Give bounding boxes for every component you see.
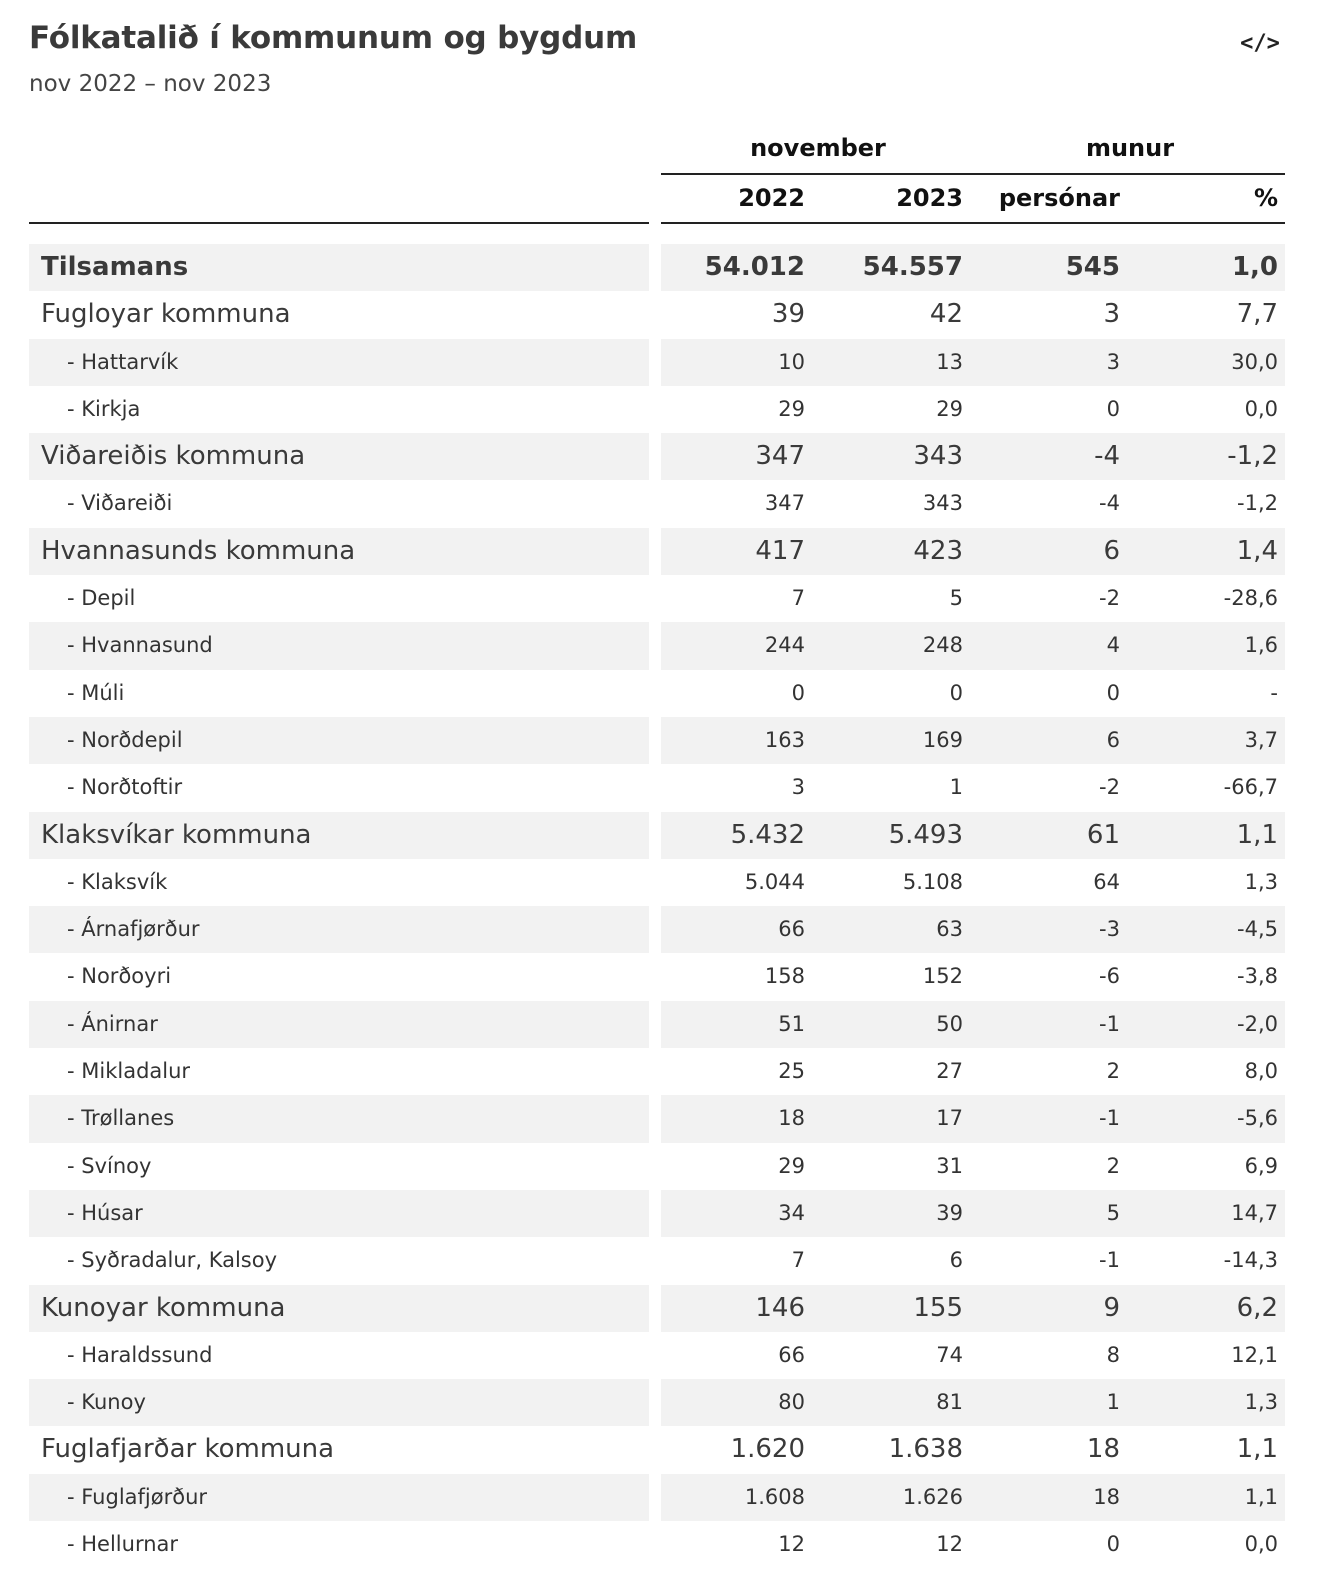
value-2022: 1.620 [730,1434,805,1465]
value-diff-persons: -3 [1099,917,1120,942]
value-2022: 12 [778,1532,805,1557]
row-name: - Haraldssund [67,1342,213,1367]
value-diff-percent: 1,1 [1244,1484,1278,1509]
value-diff-percent: 1,4 [1236,535,1278,566]
value-diff-percent: 6,2 [1236,1292,1278,1323]
value-2023: 74 [936,1342,963,1367]
table-row-total [0,244,1338,291]
header-col-2023: 2023 [896,184,963,212]
value-diff-persons: 61 [1086,819,1120,850]
value-2022: 66 [778,917,805,942]
value-diff-persons: 0 [1106,396,1120,421]
table-row-settlement [0,670,1338,717]
value-2023: 423 [913,535,963,566]
value-diff-percent: 3,7 [1244,727,1278,752]
value-diff-percent: -4,5 [1237,917,1278,942]
value-diff-persons: 64 [1093,869,1120,894]
value-2023: 81 [936,1390,963,1415]
value-2022: 158 [764,964,805,989]
page-subtitle: nov 2022 – nov 2023 [29,71,272,97]
value-diff-percent: 12,1 [1231,1342,1278,1367]
value-2022: 39 [771,299,805,330]
value-2023: 39 [936,1200,963,1225]
value-2022: 3 [791,775,805,800]
value-diff-percent: - [1270,680,1278,705]
value-2022: 0 [791,680,805,705]
value-diff-percent: -1,2 [1227,441,1278,472]
table-row-settlement [0,339,1338,386]
value-diff-percent: -2,0 [1237,1011,1278,1036]
row-name: Viðareiðis kommuna [41,441,306,472]
row-name: - Trøllanes [67,1106,175,1131]
value-2023: 54.557 [862,252,963,282]
table-row-municipality [0,1285,1338,1332]
row-name: - Syðradalur, Kalsoy [67,1248,278,1273]
value-diff-persons: -1 [1099,1011,1120,1036]
value-2023: 152 [922,964,963,989]
value-2022: 417 [755,535,805,566]
table-row-municipality [0,1426,1338,1473]
value-diff-percent: 1,6 [1244,633,1278,658]
row-name: - Mikladalur [67,1059,191,1084]
value-2022: 7 [791,586,805,611]
value-diff-percent: 1,3 [1244,1390,1278,1415]
row-name: - Múli [67,680,125,705]
row-name: - Klaksvík [67,869,168,894]
value-diff-percent: -5,6 [1237,1106,1278,1131]
row-name: Hvannasunds kommuna [41,535,356,566]
value-diff-percent: 0,0 [1244,396,1278,421]
table-row-municipality [0,291,1338,338]
value-diff-percent: 30,0 [1231,349,1278,374]
table-row-settlement [0,1001,1338,1048]
value-2023: 0 [949,680,963,705]
table-row-settlement [0,859,1338,906]
table-row-settlement [0,480,1338,527]
value-diff-persons: -6 [1099,964,1120,989]
value-diff-percent: -28,6 [1223,586,1278,611]
table-row-settlement [0,1095,1338,1142]
row-name: - Norðdepil [67,727,183,752]
value-2023: 248 [922,633,963,658]
value-diff-percent: 1,3 [1244,869,1278,894]
table-row-settlement [0,953,1338,1000]
value-diff-percent: 1,1 [1236,1434,1278,1465]
value-diff-persons: 545 [1065,252,1120,282]
value-2023: 5 [949,586,963,611]
row-name: Kunoyar kommuna [41,1292,286,1323]
value-diff-persons: 0 [1106,1532,1120,1557]
table-row-settlement [0,1521,1338,1568]
value-diff-percent: 1,1 [1236,819,1278,850]
value-2023: 6 [949,1248,963,1273]
value-2022: 80 [778,1390,805,1415]
value-2022: 66 [778,1342,805,1367]
header-group-divider [661,173,1285,175]
value-2023: 169 [922,727,963,752]
header-divider-left [29,222,649,224]
row-name: Tilsamans [41,252,189,282]
value-2022: 244 [764,633,805,658]
table-row-municipality [0,812,1338,859]
value-2022: 7 [791,1248,805,1273]
value-2022: 5.044 [744,869,805,894]
value-diff-persons: 5 [1106,1200,1120,1225]
value-diff-percent: 6,9 [1244,1153,1278,1178]
value-diff-persons: 2 [1106,1059,1120,1084]
row-name: Fuglafjarðar kommuna [41,1434,335,1465]
value-2022: 347 [755,441,805,472]
header-col-persons: persónar [998,184,1120,212]
row-name: - Árnafjørður [67,917,200,942]
value-2023: 27 [936,1059,963,1084]
value-2022: 163 [764,727,805,752]
value-2023: 50 [936,1011,963,1036]
table-row-settlement [0,575,1338,622]
value-diff-persons: -2 [1099,775,1120,800]
value-diff-percent: 1,0 [1231,252,1278,282]
value-diff-persons: -2 [1099,586,1120,611]
value-2022: 51 [778,1011,805,1036]
value-2022: 25 [778,1059,805,1084]
table-row-settlement [0,1379,1338,1426]
row-name: - Kunoy [67,1390,146,1415]
value-diff-percent: 0,0 [1244,1532,1278,1557]
value-diff-persons: 3 [1106,349,1120,374]
row-name: - Norðoyri [67,964,172,989]
value-2023: 29 [936,396,963,421]
table-row-settlement [0,1474,1338,1521]
value-2022: 146 [755,1292,805,1323]
table-row-settlement [0,1237,1338,1284]
row-name: - Kirkja [67,396,141,421]
value-2023: 343 [913,441,963,472]
value-diff-persons: 9 [1103,1292,1120,1323]
table-row-settlement [0,622,1338,669]
value-2023: 1 [949,775,963,800]
embed-code-icon[interactable]: </> [1240,30,1280,56]
value-diff-percent: -1,2 [1237,491,1278,516]
row-name: - Svínoy [67,1153,152,1178]
value-2023: 63 [936,917,963,942]
table-row-settlement [0,906,1338,953]
table-row-settlement [0,1143,1338,1190]
value-diff-persons: -1 [1099,1106,1120,1131]
value-diff-persons: 8 [1106,1342,1120,1367]
row-name: - Ánirnar [67,1011,158,1036]
value-diff-persons: 4 [1106,633,1120,658]
value-diff-persons: 18 [1093,1484,1120,1509]
value-2022: 29 [778,396,805,421]
value-diff-persons: 0 [1106,680,1120,705]
value-2023: 5.493 [888,819,963,850]
value-2023: 5.108 [902,869,963,894]
value-diff-percent: -66,7 [1223,775,1278,800]
header-divider-right [661,222,1285,224]
value-diff-persons: 1 [1106,1390,1120,1415]
row-name: - Viðareiði [67,491,173,516]
value-diff-persons: 3 [1103,299,1120,330]
row-name: - Hvannasund [67,633,213,658]
value-2022: 18 [778,1106,805,1131]
value-2022: 5.432 [730,819,805,850]
value-diff-persons: -4 [1094,441,1120,472]
header-group-november: november [750,134,886,162]
value-diff-percent: -3,8 [1237,964,1278,989]
value-diff-persons: 6 [1103,535,1120,566]
table-row-settlement [0,386,1338,433]
table-row-settlement [0,1048,1338,1095]
table-row-settlement [0,717,1338,764]
value-2023: 12 [936,1532,963,1557]
value-2023: 1.638 [888,1434,963,1465]
row-name: Klaksvíkar kommuna [41,819,312,850]
value-2023: 17 [936,1106,963,1131]
page-title: Fólkatalið í kommunum og bygdum [29,20,638,56]
value-2022: 10 [778,349,805,374]
value-2023: 343 [922,491,963,516]
row-name: - Depil [67,586,136,611]
value-2023: 1.626 [902,1484,963,1509]
value-diff-percent: -14,3 [1223,1248,1278,1273]
value-diff-persons: -1 [1099,1248,1120,1273]
row-name: Fugloyar kommuna [41,299,291,330]
header-group-munur: munur [1085,134,1175,162]
table-row-settlement [0,764,1338,811]
value-diff-persons: 2 [1106,1153,1120,1178]
table-row-settlement [0,1190,1338,1237]
value-diff-percent: 14,7 [1231,1200,1278,1225]
value-2023: 31 [936,1153,963,1178]
value-2022: 347 [764,491,805,516]
value-2023: 42 [929,299,963,330]
value-diff-percent: 8,0 [1244,1059,1278,1084]
table-row-municipality [0,433,1338,480]
row-name: - Húsar [67,1200,143,1225]
value-2022: 54.012 [704,252,805,282]
header-col-percent: % [1253,184,1278,212]
table-row-settlement [0,1332,1338,1379]
value-2022: 34 [778,1200,805,1225]
row-name: - Fuglafjørður [67,1484,208,1509]
value-diff-persons: 18 [1086,1434,1120,1465]
row-name: - Hattarvík [67,349,179,374]
row-name: - Norðtoftir [67,775,183,800]
value-2023: 155 [913,1292,963,1323]
value-2023: 13 [936,349,963,374]
header-col-2022: 2022 [738,184,805,212]
row-name: - Hellurnar [67,1532,179,1557]
value-diff-persons: -4 [1099,491,1120,516]
table-body [0,244,1338,1568]
table-row-municipality [0,528,1338,575]
value-2022: 1.608 [744,1484,805,1509]
value-2022: 29 [778,1153,805,1178]
value-diff-percent: 7,7 [1236,299,1278,330]
value-diff-persons: 6 [1106,727,1120,752]
